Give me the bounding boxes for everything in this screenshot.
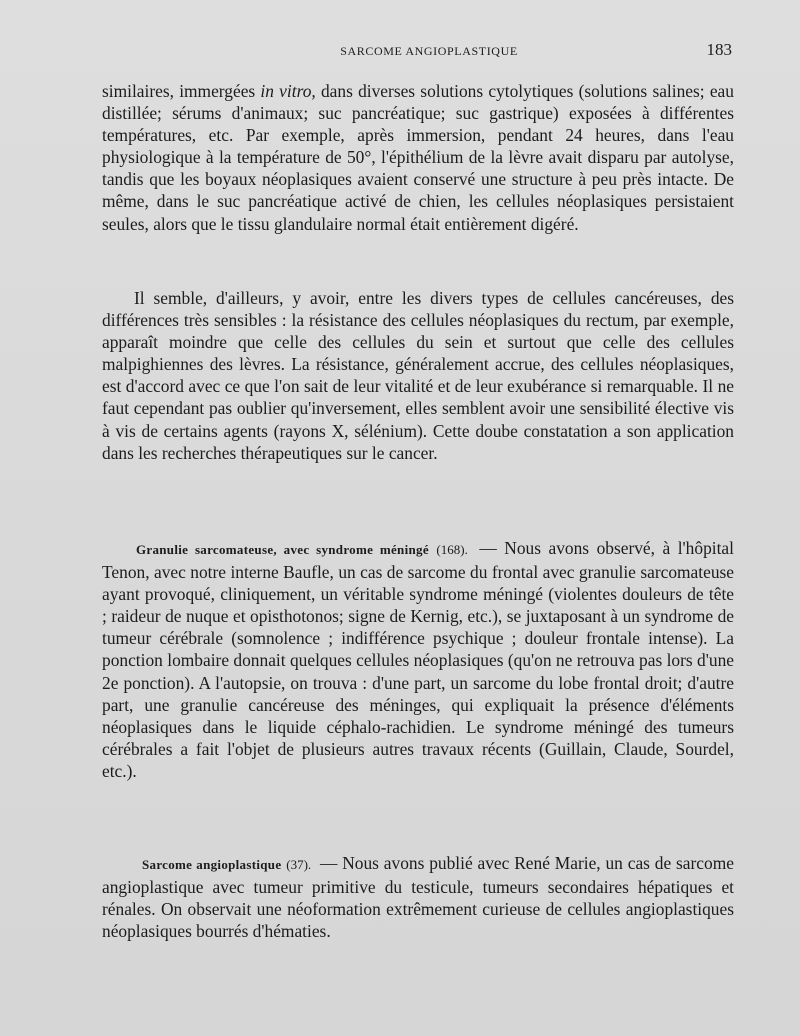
- section-text: Nous avons observé, à l'hôpital Tenon, avec notre interne Baufle, un cas de sarcome du frontal avec granulie sarcomateuse ayant provoqué, cliniquement, un véritable syndrome méningé (violentes douleurs de tête ; raideur de nuque et opisthotonos; signe de Kernig, etc.), se juxtaposant à un syndrome de tumeur cérébrale (somnolence ; indifférence psychique ; douleur frontale intense). La ponction lombaire donnait quelques cellules néoplasiques (qu'on ne retrouva pas lors d'une 2e ponction). A l'autopsie, on trouva : d'une part, un sarcome du lobe frontal droit; d'autre part, une granulie cancéreuse des méninges, qui expliquait la présence d'éléments néoplasiques dans le liquide céphalo-rachidien. Le syndrome méningé des tumeurs cérébrales a fait l'objet de plusieurs autres travaux récents (Guillain, Claude, Sourdel, etc.).: [102, 538, 734, 781]
- italic-phrase: in vitro,: [260, 81, 316, 101]
- paragraph-text: Il semble, d'ailleurs, y avoir, entre les divers types de cellules cancéreuses, des différences très sensibles : la résistance des cellules néoplasiques du rectum, par exemple, apparaît moindre que celle des cellules du sein et surtout que celle des cellules malpighiennes des lèvres. La résistance, généralement accrue, des cellules néoplasiques, est d'accord avec ce que l'on sait de leur vitalité et de leur exubérance si remarquable. Il ne faut cependant pas oublier qu'inversement, elles semblent avoir une sensibilité élective vis à vis de certains agents (rayons X, sélénium). Cette doube constatation a son application dans les recherches thérapeutiques sur le cancer.: [102, 288, 734, 463]
- section-granulie: [102, 537, 734, 782]
- running-title: SARCOME ANGIOPLASTIQUE: [340, 44, 518, 58]
- page-header: [100, 40, 732, 64]
- reference-number: (168).: [436, 542, 468, 557]
- section-heading: Sarcome angioplastique: [142, 857, 282, 872]
- paragraph-resistance: [102, 287, 734, 464]
- page-number: 183: [706, 40, 732, 59]
- paragraph-text: similaires, immergées: [102, 81, 261, 101]
- paragraph-text: dans diverses solutions cytolytiques (solutions salines; eau distillée; sérums d'animaux; suc pancréatique; suc gastrique) exposées à différentes températures, etc. Par exemple, après immersion, pendant 24 heures, dans l'eau physiologique à la température de 50°, l'épithélium de la lèvre avait disparu par autolyse, tandis que les boyaux néoplasiques avaient conservé une structure à peu près intacte. De même, dans le suc pancréatique activé de chien, les cellules néoplasiques persistaient seules, alors que le tissu glandulaire normal était entièrement digéré.: [102, 81, 734, 234]
- paragraph-cytolysis: [102, 80, 734, 235]
- em-dash: —: [320, 853, 338, 873]
- section-heading: Granulie sarcomateuse, avec syndrome méningé: [136, 542, 429, 557]
- section-text: Nous avons publié avec René Marie, un cas de sarcome angioplastique avec tumeur primitive du testicule, tumeurs secondaires hépatiques et rénales. On observait une néoformation extrêmement curieuse de cellules angioplastiques néoplasiques bourrés d'hématies.: [102, 853, 734, 942]
- em-dash: —: [479, 538, 497, 558]
- section-sarcome-angioplastique: [102, 852, 734, 942]
- reference-number: (37).: [286, 857, 312, 872]
